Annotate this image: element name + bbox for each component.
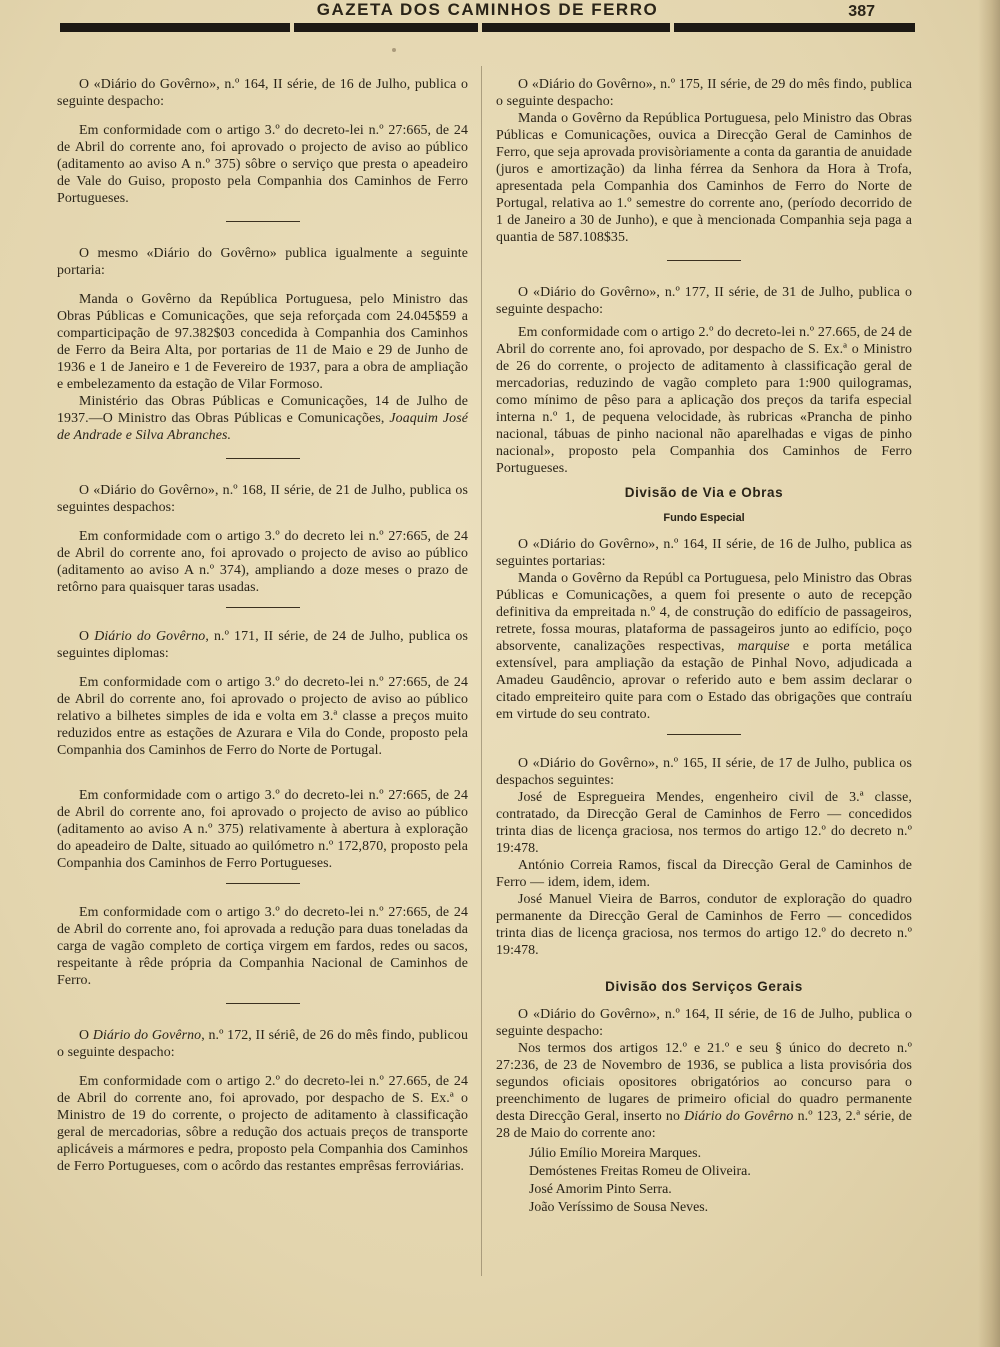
article-lead: O «Diário do Govêrno», n.º 168, II série, de 21 de Julho, publica os seguintes despachos:: [57, 483, 468, 515]
header-rule-break: [670, 23, 674, 32]
header-rule-break: [290, 23, 294, 32]
article-lead: O «Diário do Govêrno», n.º 164, II série, de 16 de Julho, publica o seguinte despacho:: [57, 77, 468, 109]
article-body: Em conformidade com o artigo 3.º do decreto-lei n.º 27:665, de 24 de Abril do corrente ano, foi aprovado o projecto de aviso ao público relativo a bilhetes simples de ida e volta em 3.ª classe a preços muito reduzidos entre as estações de Azurara e Vila do Conde, proposto pela Companhia dos Caminhos de Ferro do Norte de Portugal.: [57, 675, 468, 758]
article-signoff: [57, 393, 468, 444]
italic-term: marquise: [737, 639, 790, 654]
section-heading: Divisão de Via e Obras: [624, 485, 784, 500]
separator-rule: [667, 260, 741, 261]
article-lead: [57, 1027, 468, 1061]
article-body: Em conformidade com o artigo 3.º do decreto-lei n.º 27:665, de 24 de Abril do corrente ano, foi aprovado o projecto de aviso ao público (aditamento ao aviso A n.º 375) relativamente à abertura à exploração do apeadeiro de Dalte, situado ao quilómetro n.º 172,870, proposto pela Companhia dos Caminhos de Ferro Portugueses.: [57, 788, 468, 871]
article-body: Em conformidade com o artigo 3.º do decreto-lei n.º 27:665, de 24 de Abril do corrente ano, foi aprovado o projecto de aviso ao público (aditamento ao aviso A n.º 375) sôbre o serviço que presta o apeadeiro de Vale do Guiso, proposto pela Companhia dos Caminhos de Ferro Portugueses.: [57, 123, 468, 206]
separator-rule: [226, 221, 300, 222]
article-lead: O mesmo «Diário do Govêrno» publica igualmente a seguinte portaria:: [57, 246, 468, 278]
lead-suffix: , n.º 171, II série, de 24 de Julho, publica os seguintes diplomas:: [57, 629, 468, 661]
article-body: Manda o Govêrno da República Portuguesa, pelo Ministro das Obras Públicas e Comunicações, que seja reforçada com 24.045$59 a comparticipação de 97.382$03 concedida à Companhia dos Caminhos de Ferro da Beira Alta, por portarias de 11 de Maio e 29 de Junho de 1936 e 1 de Janeiro e 1 de Fevereiro de 1937, para a obra de ampliação e embelezamento da estação de Vilar Formoso.: [57, 292, 468, 392]
article-lead: O «Diário do Govêrno», n.º 164, II série, de 16 de Julho, publica o seguinte despacho:: [496, 1007, 912, 1039]
body-text: Nos termos dos artigos 12.º e 21.º e seu § único do decreto n.º 27:236, de 23 de Novembro de 1936, se publica a lista provisória dos segundos oficiais opositores obrigatórios ao concurso para o preenchimento de lugares de primeiro oficial do quadro permanente desta Direcção Geral, inserto no: [496, 1041, 912, 1124]
publication-title: Diário do Govêrno: [684, 1109, 794, 1124]
article-lead: O «Diário do Govêrno», n.º 177, II série, de 31 de Julho, publica o seguinte despacho:: [496, 285, 912, 317]
article-lead: O «Diário do Govêrno», n.º 164, II série, de 16 de Julho, publica as seguintes portarias:: [496, 537, 912, 569]
header-rule-break: [478, 23, 482, 32]
header-rule: [60, 23, 915, 32]
article-body: José Manuel Vieira de Barros, condutor de exploração do quadro permanente da Direcção Geral de Caminhos de Ferro — concedidos trinta dias de licença graciosa, nos termos do artigo 12.º do decreto n.º 19:478.: [496, 892, 912, 958]
article-body: António Correia Ramos, fiscal da Direcção Geral de Caminhos de Ferro — idem, idem, idem.: [496, 858, 912, 890]
article-lead: O «Diário do Govêrno», n.º 175, II série, de 29 do mês findo, publica o seguinte despacho:: [496, 77, 912, 109]
separator-rule: [226, 607, 300, 608]
article-body: [496, 570, 912, 723]
subsection-heading: Fundo Especial: [663, 512, 745, 524]
publication-title: Diário do Govêrno: [92, 1028, 202, 1043]
lead-prefix: O: [79, 629, 95, 644]
minister-signature: Joaquim José de Andrade e Silva Abranches.: [57, 411, 468, 443]
masthead-title: GAZETA DOS CAMINHOS DE FERRO: [316, 0, 659, 19]
signoff-text: Ministério das Obras Públicas e Comunicações, 14 de Julho de 1937.—O Ministro das Obras Públicas e Comunicações,: [57, 394, 468, 426]
section-heading: Divisão dos Serviços Gerais: [605, 979, 803, 994]
article-body: Em conformidade com o artigo 3.º do decreto lei n.º 27:665, de 24 de Abril do corrente ano, foi aprovado o projecto de aviso ao público (aditamento ao aviso A n.º 374), ampliando a doze meses o prazo de retôrno para quaisquer taras usadas.: [57, 529, 468, 595]
separator-rule: [226, 1003, 300, 1004]
publication-title: Diário do Govêrno: [94, 629, 206, 644]
separator-rule: [226, 458, 300, 459]
name-list-item: João Veríssimo de Sousa Neves.: [529, 1200, 709, 1215]
left-column: [57, 76, 468, 1175]
name-list-item: José Amorim Pinto Serra.: [529, 1182, 672, 1197]
body-text: n.º 123, 2.ª série, de 28 de Maio do corrente ano:: [496, 1109, 912, 1141]
lead-prefix: O: [79, 1028, 93, 1043]
ink-spot: [392, 48, 396, 52]
body-text: Manda o Govêrno da Repúbl ca Portuguesa, pelo Ministro das Obras Públicas e Comunicações, a quem foi presente o auto de recepção definitiva da empreitada n.º 4, de construção do edifício de passageiros, retrete, fossa mouras, plataforma de passageiros junto ao edifício, poço absorvente, canalizações respectivas,: [496, 571, 912, 654]
article-body: Em conformidade com o artigo 2.º do decreto-lei n.º 27.665, de 24 de Abril do corrente ano, foi aprovado, por despacho de S. Ex.ª o Ministro de 26 do corrente, o projecto de aditamento à classificação geral de mercadorias, reduzindo de vagão completo para 1:900 quilogramas, como mínimo de pêso para a aplicação dos preços da tarifa especial interna n.º 1, de pequena velocidade, às rubricas «Prancha de pinho nacional, tábuas de pinho nacional não aparelhadas e vigas de pinho nacional», proposto pela Companhia dos Caminhos de Ferro Portugueses.: [496, 325, 912, 476]
lead-suffix: , n.º 172, II sériê, de 26 do mês findo, publicou o seguinte despacho:: [57, 1028, 469, 1060]
article-body: Em conformidade com o artigo 2.º do decreto-lei n.º 27.665, de 24 de Abril do corrente ano, foi aprovado, por despacho de S. Ex.ª o Ministro de 19 do corrente, o projecto de aditamento à classificação geral de mercadorias, sôbre a redução dos actuais preços de transporte aplicáveis a mármores e pedra, proposto pela Companhia dos Caminhos de Ferro Portugueses, com o acôrdo das restantes emprêsas ferroviárias.: [57, 1074, 468, 1174]
separator-rule: [226, 883, 300, 884]
article-body: Manda o Govêrno da República Portuguesa, pelo Ministro das Obras Públicas e Comunicações, ouvica a Direcção Geral de Caminhos de Ferro, que seja aprovada provisòriamente a conta da garantia de anuidade (juros e amortização) da linha férrea da Senhora da Hora à Trofa, apresentada pela Companhia dos Caminhos de Ferro do Norte de Portugal, relativa ao 1.º semestre do corrente ano, (período decorrido de 1 de Janeiro a 30 de Junho), e que à mencionada Companhia seja paga a quantia de 587.108$35.: [496, 111, 912, 245]
column-divider: [481, 66, 482, 1276]
page-header: [60, 0, 915, 42]
article-body: José de Espregueira Mendes, engenheiro civil de 3.ª classe, contratado, da Direcção Geral de Caminhos de Ferro — concedidos trinta dias de licença graciosa, nos termos do artigo 12.º do decreto n.º 19:478.: [496, 790, 912, 856]
page-number: 387: [848, 3, 875, 20]
right-column: [496, 76, 912, 1217]
name-list-item: Demóstenes Freitas Romeu de Oliveira.: [529, 1164, 751, 1179]
spacer: [57, 759, 468, 787]
article-body: Em conformidade com o artigo 3.º do decreto-lei n.º 27:665, de 24 de Abril do corrente ano, foi aprovada a redução para duas toneladas da carga de vagão completo de cortiça virgem em fardos, redes ou sacos, respeitante à rêde própria da Companhia Nacional de Caminhos de Ferro.: [57, 905, 468, 988]
name-list-item: Júlio Emílio Moreira Marques.: [529, 1146, 702, 1161]
article-lead: [57, 628, 468, 662]
article-lead: O «Diário do Govêrno», n.º 165, II série, de 17 de Julho, publica os despachos seguintes:: [496, 756, 912, 788]
article-body: [496, 1040, 912, 1142]
body-text: e porta metálica extensível, para ampliação da estação de Pinhal Novo, adjudicada a Amadeu Gaudêncio, aprovar o referido auto e bem assim declarar o citado empreiteiro quite para com o Estado das obrigações que contraíu em virtude do seu contrato.: [496, 639, 912, 722]
separator-rule: [667, 734, 741, 735]
page-binding-shadow: [978, 0, 1000, 1347]
